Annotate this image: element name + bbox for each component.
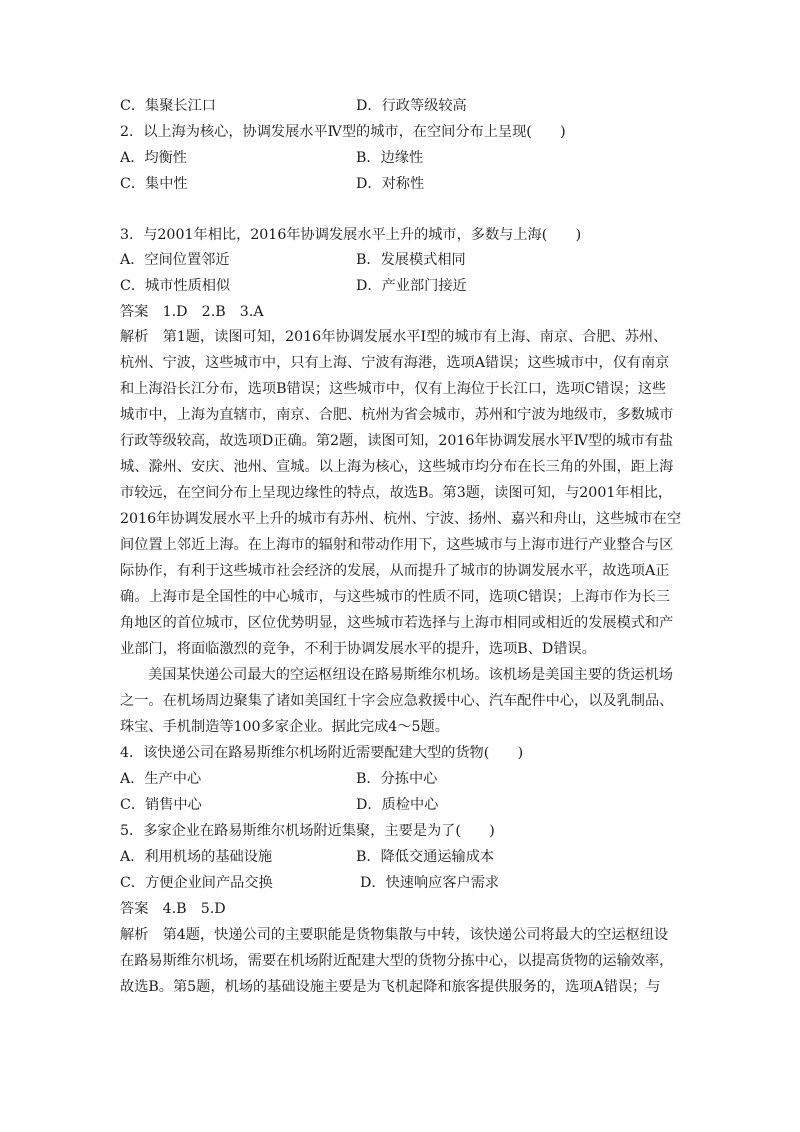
q4-option-a: A．生产中心 (120, 771, 202, 787)
q1-option-c: C．集聚长江口 (120, 98, 216, 114)
analysis-line: 解析 第1题，读图可知，2016年协调发展水平Ⅰ型的城市有上海、南京、合肥、苏州、 (120, 329, 668, 345)
answer-1-3: 答案 1.D 2.B 3.A (120, 304, 264, 320)
analysis-line: 间位置上邻近上海。在上海市的辐射和带动作用下，这些城市与上海市进行产业整合与区 (120, 537, 674, 553)
q5-option-b: B．降低交通运输成本 (356, 849, 495, 865)
analysis-line: 角地区的首位城市，区位优势明显，这些城市若选择与上海市相同或相近的发展模式和产 (120, 615, 674, 631)
analysis-line: 确。上海市是全国性的中心城市，与这些城市的性质不同，选项C错误；上海市作为长三 (120, 589, 670, 605)
q2-option-d: D．对称性 (356, 176, 425, 192)
analysis-line: 业部门，将面临激烈的竞争，不利于协调发展水平的提升，选项B、D错误。 (120, 641, 596, 657)
q5-option-c: C．方便企业间产品交换 (120, 875, 273, 891)
q3-option-d: D．产业部门接近 (356, 278, 467, 294)
passage-line: 之一。在机场周边聚集了诸如美国红十字会应急救援中心、汽车配件中心，以及乳制品、 (120, 693, 674, 709)
answer-4-5: 答案 4.B 5.D (120, 901, 226, 917)
analysis-line: 城市中，上海为直辖市，南京、合肥、杭州为省会城市，苏州和宁波为地级市，多数城市 (120, 407, 674, 423)
q2-stem: 2．以上海为核心，协调发展水平Ⅳ型的城市，在空间分布上呈现( ) (120, 124, 566, 140)
q3-option-a: A．空间位置邻近 (120, 252, 230, 268)
q3-option-b: B．发展模式相同 (356, 252, 466, 268)
passage-line: 美国某快递公司最大的空运枢纽设在路易斯维尔机场。该机场是美国主要的货运机场 (148, 667, 673, 683)
q2-option-b: B．边缘性 (356, 150, 424, 166)
analysis-line: 杭州、宁波，这些城市中，只有上海、宁波有海港，选项A错误；这些城市中，仅有南京 (120, 355, 670, 371)
q4-option-d: D．质检中心 (356, 797, 439, 813)
q4-stem: 4．该快递公司在路易斯维尔机场附近需要配建大型的货物( ) (120, 745, 524, 761)
q3-option-c: C．城市性质相似 (120, 278, 231, 294)
analysis-line: 在路易斯维尔机场，需要在机场附近配建大型的货物分拣中心，以提高货物的运输效率， (120, 953, 674, 969)
analysis-line: 市较远，在空间分布上呈现边缘性的特点，故选B。第3题，读图可知，与2001年相比， (120, 485, 673, 501)
passage-line: 珠宝、手机制造等100多家企业。据此完成4～5题。 (120, 719, 449, 735)
analysis-line: 故选B。第5题，机场的基础设施主要是为飞机起降和旅客提供服务的，选项A错误；与 (120, 979, 661, 995)
analysis-line: 城、滁州、安庆、池州、宣城。以上海为核心，这些城市均分布在长三角的外围，距上海 (120, 459, 674, 475)
q4-option-b: B．分拣中心 (356, 771, 438, 787)
analysis-line: 2016年协调发展水平上升的城市有苏州、杭州、宁波、扬州、嘉兴和舟山，这些城市在空 (120, 511, 682, 527)
q5-stem: 5．多家企业在路易斯维尔机场附近集聚，主要是为了( ) (120, 823, 495, 839)
q3-stem: 3．与2001年相比，2016年协调发展水平上升的城市，多数与上海( ) (120, 227, 582, 243)
analysis-line: 际协作，有利于这些城市社会经济的发展，从而提升了城市的协调发展水平，故选项A正 (120, 563, 670, 579)
q5-option-a: A．利用机场的基础设施 (120, 849, 273, 865)
analysis-line: 行政等级较高，故选项D正确。第2题，读图可知，2016年协调发展水平Ⅳ型的城市有盐 (120, 433, 674, 449)
q2-option-a: A．均衡性 (120, 150, 187, 166)
q4-option-c: C．销售中心 (120, 797, 202, 813)
q2-option-c: C．集中性 (120, 176, 188, 192)
analysis-line: 和上海沿长江分布，选项B错误；这些城市中，仅有上海位于长江口，选项C错误；这些 (120, 381, 667, 397)
q5-option-d: D．快速响应客户需求 (360, 875, 500, 891)
analysis-line: 解析 第4题，快递公司的主要职能是货物集散与中转，该快递公司将最大的空运枢纽设 (120, 927, 669, 943)
q1-option-d: D．行政等级较高 (356, 98, 467, 114)
